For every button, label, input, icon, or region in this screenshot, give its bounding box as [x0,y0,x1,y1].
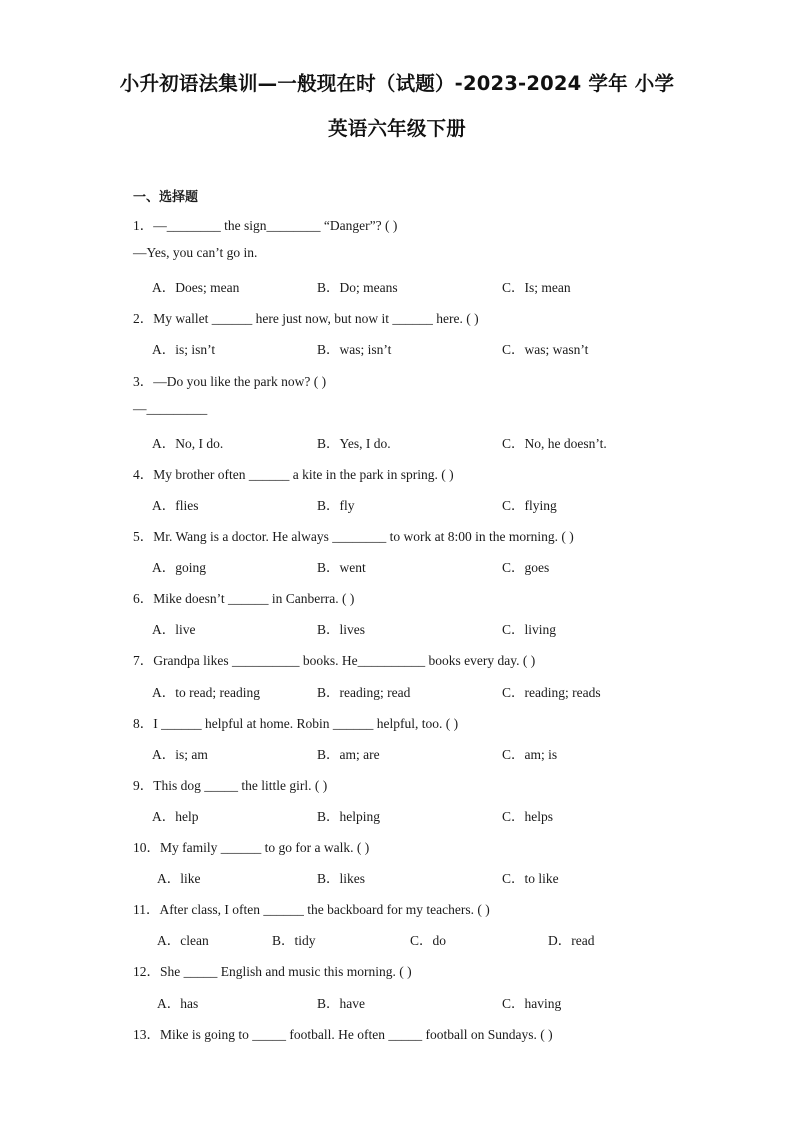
question-stem: 6．Mike doesn’t ______ in Canberra. ( ) [133,591,355,607]
question-stem: 4．My brother often ______ a kite in the park in spring. ( ) [133,466,454,482]
answer-option-b[interactable]: B．went [317,560,366,576]
answer-option-b[interactable]: B．tidy [272,933,316,949]
question-response-line: —_________ [133,400,208,416]
answer-option-c[interactable]: C．having [502,995,562,1011]
answer-option-a[interactable]: A．No, I do. [152,435,224,451]
answer-option-a[interactable]: A．is; isn’t [152,342,216,358]
question-stem: 13．Mike is going to _____ football. He often _____ football on Sundays. ( ) [133,1026,553,1042]
document-title-line-1: 小升初语法集训—一般现在时（试题）-2023-2024 学年 小学 [119,72,675,95]
answer-option-a[interactable]: A．live [152,622,196,638]
answer-option-c[interactable]: C．was; wasn’t [502,342,589,358]
answer-option-a[interactable]: A．flies [152,497,199,513]
answer-option-b[interactable]: B．am; are [317,746,380,762]
answer-option-a[interactable]: A．going [152,560,206,576]
question-stem: 2．My wallet ______ here just now, but now it ______ here. ( ) [133,311,479,327]
question-stem: 5．Mr. Wang is a doctor. He always ________ to work at 8:00 in the morning. ( ) [133,529,574,544]
answer-option-c[interactable]: C．flying [502,497,557,513]
answer-option-a[interactable]: A．clean [157,933,209,949]
answer-option-a[interactable]: A．has [157,995,199,1011]
answer-option-b[interactable]: B．likes [317,871,366,887]
answer-option-a[interactable]: A．Does; mean [152,280,240,296]
answer-option-b[interactable]: B．reading; read [317,684,411,700]
answer-option-b[interactable]: B．fly [317,497,355,513]
question-stem: 11．After class, I often ______ the backboard for my teachers. ( ) [133,902,490,918]
answer-option-b[interactable]: B．Do; means [317,280,398,296]
question-stem: 9．This dog _____ the little girl. ( ) [133,777,328,793]
question-stem: 1．—________ the sign________ “Danger”? ( ) [133,218,398,233]
answer-option-a[interactable]: A．to read; reading [152,684,260,700]
answer-option-a[interactable]: A．help [152,808,199,824]
answer-option-b[interactable]: B．lives [317,622,366,638]
section-heading: 一、选择题 [133,190,199,205]
answer-option-b[interactable]: B．have [317,995,365,1011]
question-stem: 8．I ______ helpful at home. Robin ______ helpful, too. ( ) [133,715,459,731]
answer-option-c[interactable]: C．do [410,933,447,949]
document-title-line-2: 英语六年级下册 [328,117,466,140]
answer-option-c[interactable]: C．helps [502,808,554,824]
answer-option-a[interactable]: A．like [157,871,201,887]
answer-option-b[interactable]: B．helping [317,808,380,824]
answer-option-b[interactable]: B．Yes, I do. [317,435,391,451]
question-stem: 10．My family ______ to go for a walk. ( ) [133,840,370,855]
answer-option-c[interactable]: C．Is; mean [502,280,571,296]
answer-option-c[interactable]: C．living [502,622,557,638]
question-response-line: —Yes, you can’t go in. [133,245,258,261]
answer-option-c[interactable]: C．No, he doesn’t. [502,435,607,451]
answer-option-c[interactable]: C．reading; reads [502,684,601,700]
answer-option-b[interactable]: B．was; isn’t [317,342,392,358]
answer-option-a[interactable]: A．is; am [152,746,208,762]
answer-option-c[interactable]: C．am; is [502,746,558,762]
question-stem: 7．Grandpa likes __________ books. He__________ books every day. ( ) [133,653,536,669]
question-stem: 3．—Do you like the park now? ( ) [133,373,327,389]
answer-option-c[interactable]: C．goes [502,560,550,576]
question-stem: 12．She _____ English and music this morning. ( ) [133,964,412,980]
answer-option-c[interactable]: C．to like [502,871,559,887]
answer-option-d[interactable]: D．read [548,933,595,949]
